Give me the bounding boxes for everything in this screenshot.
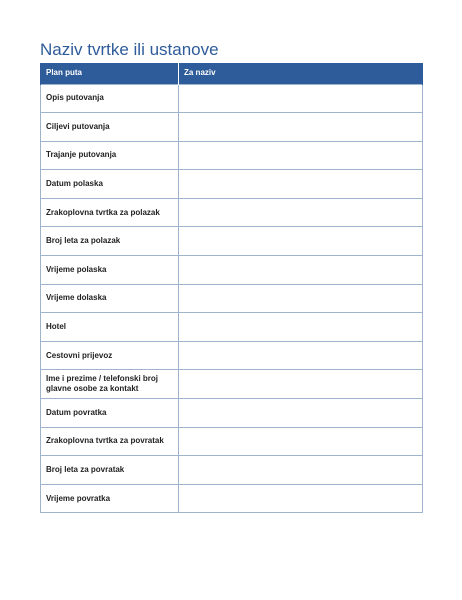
row-value-field[interactable] — [179, 170, 423, 199]
row-value-field[interactable] — [179, 284, 423, 313]
table-row — [41, 484, 423, 513]
table-row — [41, 313, 423, 342]
row-label: Zrakoplovna tvrtka za povratak — [41, 427, 179, 456]
header-plan-puta: Plan puta — [41, 63, 179, 84]
row-value-field[interactable] — [179, 341, 423, 370]
row-label: Hotel — [41, 313, 179, 342]
table-row — [41, 227, 423, 256]
table-row — [41, 399, 423, 428]
row-value-field[interactable] — [179, 198, 423, 227]
table-header-row — [41, 63, 423, 84]
table-row — [41, 370, 423, 399]
row-label: Trajanje putovanja — [41, 141, 179, 170]
row-value-field[interactable] — [179, 427, 423, 456]
table-row — [41, 284, 423, 313]
table-row — [41, 198, 423, 227]
row-value-field[interactable] — [179, 484, 423, 513]
table-row — [41, 256, 423, 285]
row-label: Zrakoplovna tvrtka za polazak — [41, 198, 179, 227]
row-value-field[interactable] — [179, 370, 423, 399]
row-value-field[interactable] — [179, 113, 423, 142]
table-row — [41, 456, 423, 485]
row-value-field[interactable] — [179, 313, 423, 342]
row-label: Broj leta za povratak — [41, 456, 179, 485]
table-row — [41, 84, 423, 113]
page-title: Naziv tvrtke ili ustanove — [40, 40, 219, 59]
row-value-field[interactable] — [179, 227, 423, 256]
header-za-naziv: Za naziv — [179, 63, 423, 84]
row-label: Broj leta za polazak — [41, 227, 179, 256]
row-label: Ime i prezime / telefonski broj glavne osobe za kontakt — [41, 370, 179, 399]
row-value-field[interactable] — [179, 456, 423, 485]
row-value-field[interactable] — [179, 141, 423, 170]
row-label: Vrijeme polaska — [41, 256, 179, 285]
row-label: Datum povratka — [41, 399, 179, 428]
table-row — [41, 427, 423, 456]
row-value-field[interactable] — [179, 84, 423, 113]
row-label: Vrijeme povratka — [41, 484, 179, 513]
row-label: Opis putovanja — [41, 84, 179, 113]
row-label: Datum polaska — [41, 170, 179, 199]
row-value-field[interactable] — [179, 256, 423, 285]
table-row — [41, 341, 423, 370]
row-label: Ciljevi putovanja — [41, 113, 179, 142]
row-label: Cestovni prijevoz — [41, 341, 179, 370]
table-row — [41, 113, 423, 142]
travel-plan-table — [40, 63, 423, 513]
table-row — [41, 141, 423, 170]
row-value-field[interactable] — [179, 399, 423, 428]
row-label: Vrijeme dolaska — [41, 284, 179, 313]
table-row — [41, 170, 423, 199]
